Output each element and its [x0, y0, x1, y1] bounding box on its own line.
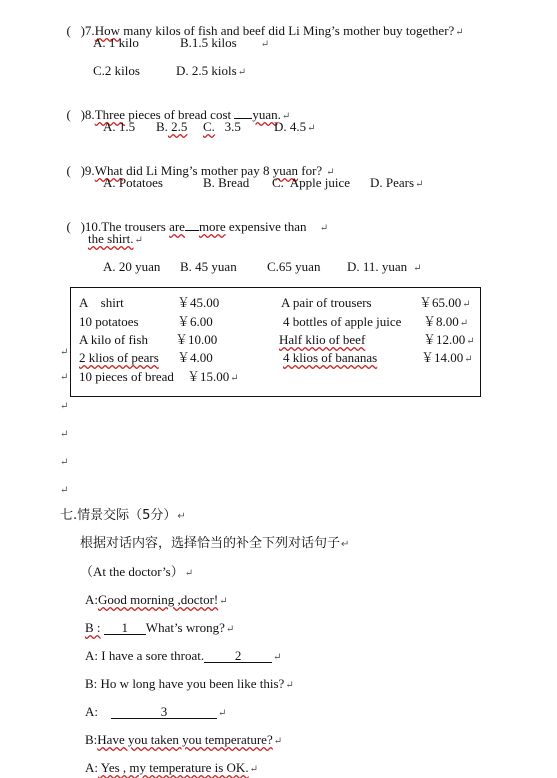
- item: 10 potatoes: [79, 314, 139, 329]
- question-text: many kilos of fish and beef did Li Ming’s mother buy together?: [119, 23, 455, 38]
- option-8d: D. 4.5↵: [274, 119, 316, 134]
- dialogue-context: （At the doctor’s）↵: [80, 564, 194, 579]
- question-10: ( )10.The trousers are more expensive than ↵: [66, 219, 329, 234]
- paragraph-mark: ↵: [60, 401, 69, 412]
- option-9a: A. Potatoes: [103, 175, 163, 190]
- option-10c: C.65 yuan: [267, 259, 321, 274]
- section-instruction: 根据对话内容，选择恰当的补全下列对话句子↵: [80, 536, 350, 551]
- option-8c: C. 3.5: [203, 119, 241, 134]
- item: Half klio of beef: [279, 332, 366, 347]
- dialogue-line: B:Have you taken you temperature?↵: [85, 732, 283, 747]
- paragraph-mark: ↵: [60, 347, 69, 358]
- price: ￥10.00: [175, 332, 218, 347]
- item: 2 klios of pears: [79, 350, 159, 365]
- option-10d: D. 11. yuan ↵: [347, 259, 422, 274]
- price: ￥45.00: [177, 295, 220, 310]
- question-10-continuation: the shirt.↵: [88, 231, 143, 246]
- option-10a: A. 20 yuan: [103, 259, 161, 274]
- option-9c: C. Apple juice: [272, 175, 350, 190]
- answer-blank: 1: [104, 621, 146, 635]
- question-word: How: [94, 23, 120, 38]
- answer-blank: 3: [111, 705, 217, 719]
- option-7a: A. 1 kilo: [93, 35, 139, 50]
- item: 4 klios of bananas: [283, 350, 378, 365]
- option-7c: C.2 kilos: [93, 63, 140, 78]
- item: A pair of trousers: [281, 295, 372, 310]
- item: A kilo of fish: [79, 332, 148, 347]
- price: ￥65.00↵: [419, 295, 471, 310]
- dialogue-line: A: Yes , my temperature is OK.↵: [85, 760, 258, 775]
- option-8a: A. 1.5: [103, 119, 136, 134]
- option-8b: B. 2.5: [156, 119, 188, 134]
- table-row: A shirt: [79, 295, 124, 310]
- option-9b: B. Bread: [203, 175, 250, 190]
- answer-paren: (: [66, 23, 71, 38]
- price: ￥15.00↵: [187, 369, 239, 384]
- paragraph-mark: ↵: [60, 457, 69, 468]
- answer-blank: 2: [204, 649, 272, 663]
- dialogue-line: A:Good morning ,doctor!↵: [85, 592, 228, 607]
- paragraph-mark: ↵: [455, 27, 464, 38]
- item: 4 bottles of apple juice: [283, 314, 402, 329]
- price: ￥12.00↵: [423, 332, 475, 347]
- price-table: [70, 287, 481, 397]
- price: ￥14.00↵: [421, 350, 473, 365]
- option-9d: D. Pears↵: [370, 175, 424, 190]
- item: 10 pieces of bread: [79, 369, 174, 384]
- option-7b: B.1.5 kilos ↵: [180, 35, 270, 50]
- dialogue-line: B: Ho w long have you been like this?↵: [85, 676, 294, 691]
- paragraph-mark: ↵: [60, 485, 69, 496]
- section-title: 七.情景交际（5分）↵: [60, 508, 186, 523]
- dialogue-line: A: I have a sore throat. 2 ↵: [85, 648, 282, 663]
- option-10b: B. 45 yuan: [180, 259, 237, 274]
- dialogue-line: B : 1 What’s wrong?↵: [85, 620, 235, 635]
- price: ￥8.00↵: [423, 314, 469, 329]
- dialogue-line: A: 3 ↵: [85, 704, 227, 719]
- paragraph-mark: ↵: [60, 372, 69, 383]
- option-7d: D. 2.5 kiols↵: [176, 63, 247, 78]
- question-number: )7.: [80, 23, 95, 38]
- price: ￥6.00: [177, 314, 213, 329]
- price: ￥4.00: [177, 350, 213, 365]
- question-8: ( )8.Three pieces of bread cost yuan.↵: [66, 107, 291, 122]
- paragraph-mark: ↵: [60, 429, 69, 440]
- question-9: ( )9.What did Li Ming’s mother pay 8 yuan for? ↵: [66, 163, 335, 178]
